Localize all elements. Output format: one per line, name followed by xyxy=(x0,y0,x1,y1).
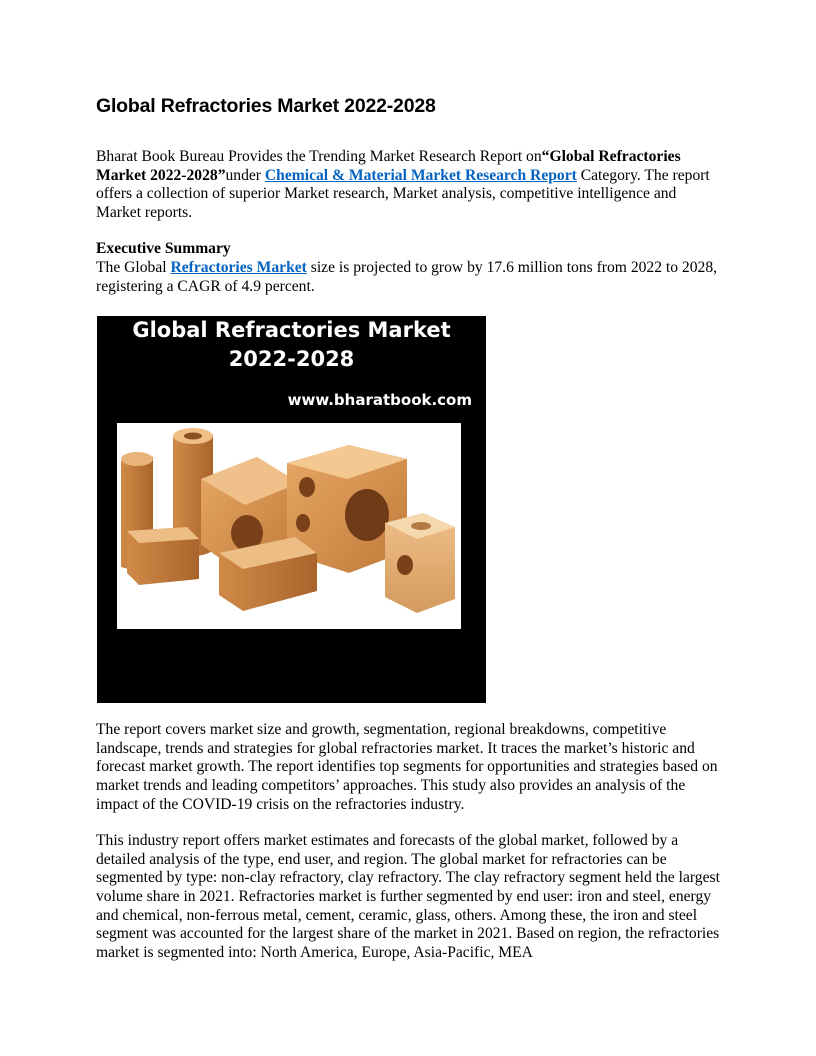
refractories-market-link[interactable]: Refractories Market xyxy=(170,258,307,276)
summary-text-1: The Global xyxy=(96,258,171,276)
intro-paragraph xyxy=(96,148,720,222)
market-overview-paragraph: The report covers market size and growth, segmentation, regional breakdowns, competitive landscape, trends and strategies for global refractories market. It traces the market’s historic and forecast market growth. The report identifies top segments for opportunities and strategies based on market trends and leading competitors’ approaches. This study also provides an analysis of the impact of the COVID-19 crisis on the refractories industry. xyxy=(96,721,718,813)
banner-title-line-1: Global Refractories Market xyxy=(132,318,451,343)
category-link[interactable]: Chemical & Material Market Research Report xyxy=(264,166,577,184)
report-title-bold: “Global Refractories Market 2022-2028” xyxy=(96,148,681,184)
banner-image xyxy=(97,316,486,703)
summary-heading: Executive Summary xyxy=(96,240,231,258)
intro-text-3: Category. The report offers a collection of superior Market research, Market analysis, competitive intelligence and Market reports. xyxy=(96,166,710,221)
document-page xyxy=(96,95,720,962)
intro-text-1: Bharat Book Bureau Provides the Trending Market Research Report on xyxy=(96,148,542,165)
page-title: Global Refractories Market 2022-2028 xyxy=(96,95,436,117)
market-segmentation-paragraph: This industry report offers market estimates and forecasts of the global market, followed by a detailed analysis of the type, end user, and region. The global market for refractories can be segmented by type: non-clay refractory, clay refractory. The clay refractory segment held the largest volume share in 2021. Refractories market is further segmented by end user: iron and steel, energy and chemical, non-ferrous metal, cement, ceramic, glass, others. Among these, the iron and steel segment was accounted for the largest share of the market in 2021. Based on region, the refractories market is segmented into: North America, Europe, Asia-Pacific, MEA xyxy=(96,832,720,961)
summary-paragraph xyxy=(96,240,720,296)
refractory-bricks-photo xyxy=(117,423,461,629)
banner-url: www.bharatbook.com xyxy=(287,391,472,410)
intro-text-2: under xyxy=(225,166,265,184)
bricks-illustration xyxy=(117,423,461,629)
summary-text-2: size is projected to grow by 17.6 million tons from 2022 to 2028, registering a CAGR of 4.9 percent. xyxy=(96,258,718,295)
banner-title-line-2: 2022-2028 xyxy=(228,347,355,372)
